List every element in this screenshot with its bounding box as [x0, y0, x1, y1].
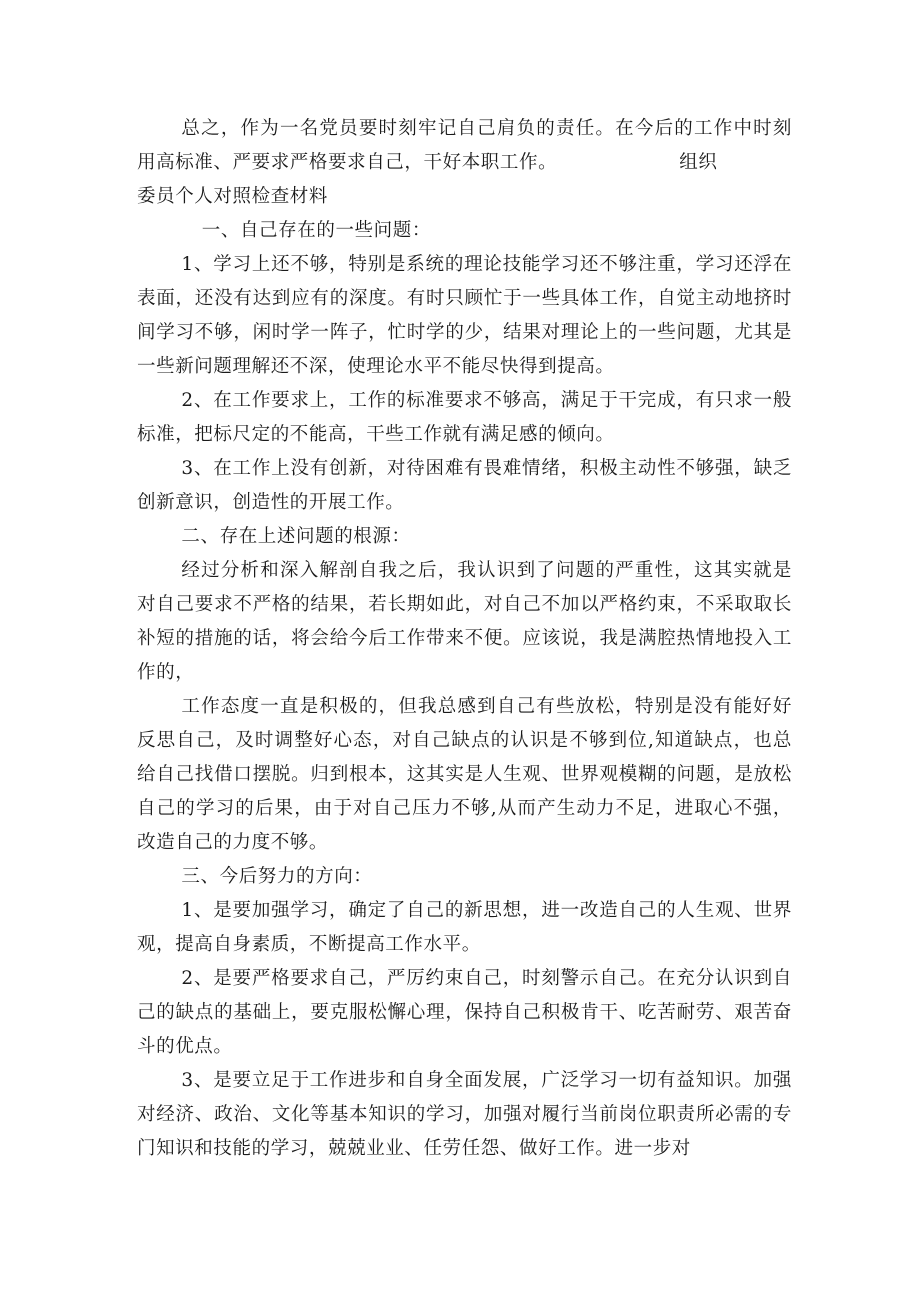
section-3-item-1: 1、是要加强学习，确定了自己的新思想，进一改造自己的人生观、世界观，提高自身素质，不断提高工作水平。 — [137, 900, 792, 955]
section-1-item-1: 1、学习上还不够，特别是系统的理论技能学习还不够注重，学习还浮在表面，还没有达到应有的深度。有时只顾忙于一些具体工作，自觉主动地挤时间学习不够，闲时学一阵子，忙时学的少，结果对理论上的一些问题，尤其是一些新问题理解还不深，使理论水平不能尽快得到提高。 — [137, 254, 792, 377]
document-title: 委员个人对照检查材料 — [137, 186, 329, 207]
section-1-item-3: 3、在工作上没有创新，对待困难有畏难情绪，积极主动性不够强，缺乏创新意识，创造性的开展工作。 — [137, 458, 792, 513]
section-2-heading: 二、存在上述问题的根源： — [181, 526, 411, 547]
section-1-heading: 一、自己存在的一些问题： — [201, 220, 431, 241]
conclusion-line-1: 总之，作为一名党员要时刻牢记自己肩负的责任。在今后的工作中时 — [181, 118, 773, 139]
section-3-item-3: 3、是要立足于工作进步和自身全面发展，广泛学习一切有益知识。加强对经济、政治、文化等基本知识的学习，加强对履行当前岗位职责所必需的专门知识和技能的学习，兢兢业业、任劳任怨、做好工作。进一步对 — [137, 1070, 792, 1159]
section-2-paragraph-1: 经过分析和深入解剖自我之后，我认识到了问题的严重性，这其实就是对自己要求不严格的结果，若长期如此，对自己不加以严格约束，不采取取长补短的措施的话，将会给今后工作带来不便。应该说，我是满腔热情地投入工作的， — [137, 560, 792, 683]
section-2-paragraph-2: 工作态度一直是积极的，但我总感到自己有些放松，特别是没有能好好反思自己，及时调整好心态，对自己缺点的认识是不够到位,知道缺点，也总给自己找借口摆脱。归到根本，这其实是人生观、世界观模糊的问题，是放松自己的学习的后果，由于对自己压力不够,从而产生动力不足，进取心不强，改造自己的力度不够。 — [137, 696, 792, 853]
section-3-heading: 三、今后努力的方向： — [181, 866, 373, 887]
section-1-item-2: 2、在工作要求上，工作的标准要求不够高，满足于干完成，有只求一般标准，把标尺定的不能高，干些工作就有满足感的倾向。 — [137, 390, 792, 445]
org-label: 组织 — [679, 152, 718, 173]
conclusion-line-2: 刻用高标准、严要求严格要求自己，干好本职工作。 — [137, 118, 792, 173]
section-3-item-2: 2、是要严格要求自己，严厉约束自己，时刻警示自己。在充分认识到自己的缺点的基础上，要克服松懈心理，保持自己积极肯干、吃苦耐劳、艰苦奋斗的优点。 — [137, 968, 792, 1057]
document-body — [137, 112, 792, 1166]
conclusion-paragraph — [137, 112, 792, 180]
